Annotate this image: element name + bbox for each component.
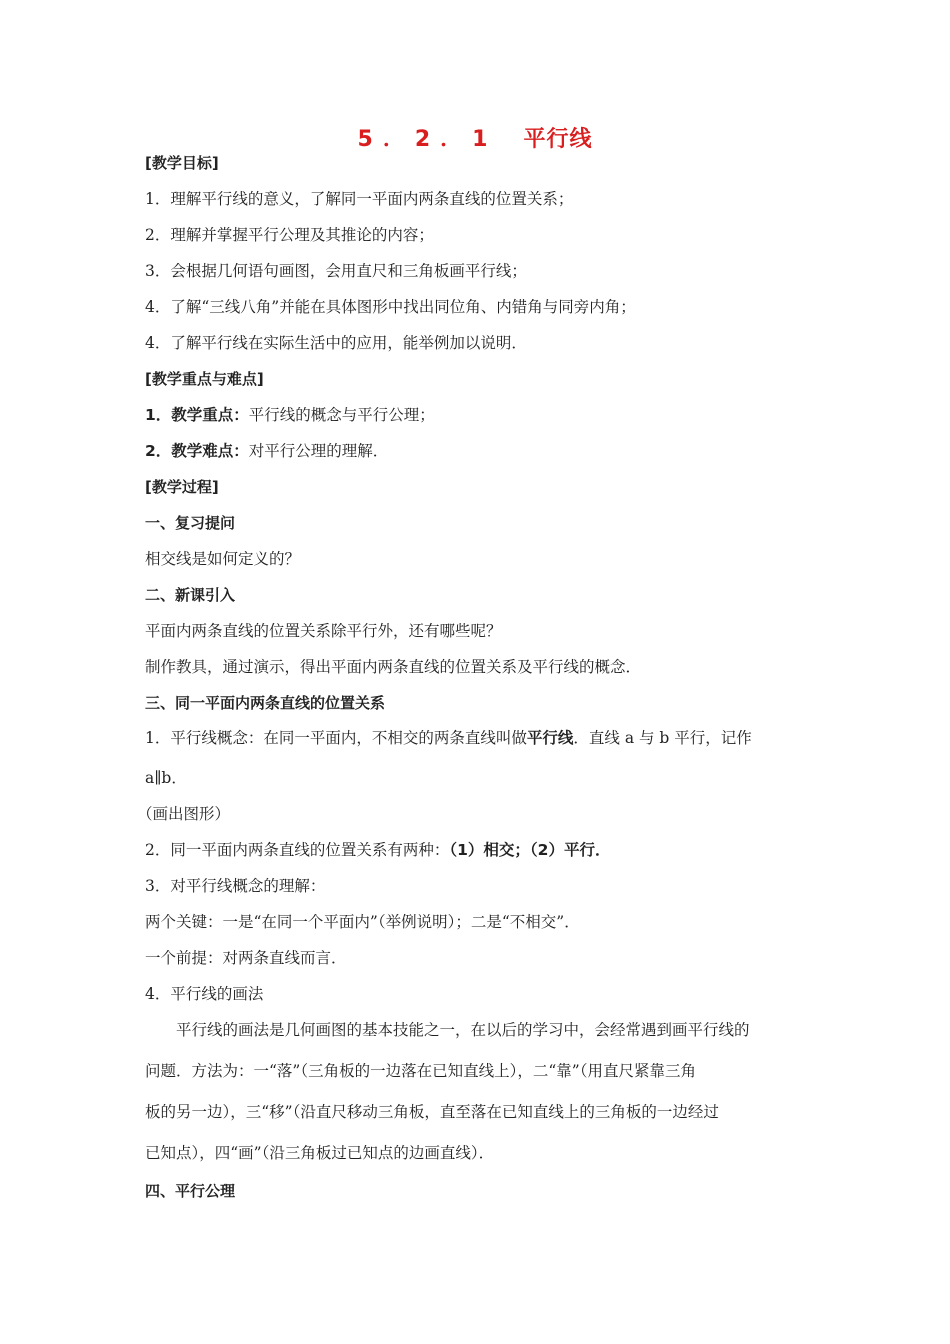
section-positions: 三、同一平面内两条直线的位置关系: [145, 694, 386, 712]
heading-objectives: [教学目标]: [145, 154, 219, 172]
drawing-method-line-4: 已知点），四“画”（沿三角板过已知点的边画直线）．: [145, 1144, 495, 1162]
draw-figure-note: （画出图形）: [137, 805, 231, 823]
objective-5: 4．了解平行线在实际生活中的应用，能举例加以说明．: [145, 334, 527, 352]
objective-2: 2．理解并掌握平行公理及其推论的内容；: [145, 226, 434, 244]
difficult-point-label: 2．教学难点：: [145, 442, 249, 460]
section-parallel-axiom: 四、平行公理: [145, 1182, 236, 1200]
difficult-point: [145, 441, 810, 461]
parallel-notation-text: ．直线 a 与 b 平行，记作: [573, 729, 752, 747]
title-word: 平行线: [523, 127, 593, 152]
one-premise: 一个前提：对两条直线而言．: [145, 949, 347, 967]
section-review: 一、复习提问: [145, 514, 236, 532]
parallel-term: 平行线: [526, 729, 574, 747]
heading-key-points: [教学重点与难点]: [145, 370, 264, 388]
objective-1: 1．理解平行线的意义，了解同一平面内两条直线的位置关系；: [145, 190, 574, 208]
position-relations-text: 2．同一平面内两条直线的位置关系有两种：: [145, 841, 450, 859]
title-number: 5．2．1: [357, 127, 498, 152]
position-relations: [145, 840, 810, 860]
intro-line-2: 制作教具，通过演示，得出平面内两条直线的位置关系及平行线的概念．: [145, 658, 642, 676]
drawing-method-line-3: 板的另一边），三“移”（沿直尺移动三角板，直至落在已知直线上的三角板的一边经过: [145, 1103, 719, 1121]
position-relations-types: （1）相交；（2）平行．: [449, 841, 611, 859]
objective-4: 4．了解“三线八角”并能在具体图形中找出同位角、内错角与同旁内角；: [145, 298, 636, 316]
difficult-point-text: 对平行公理的理解．: [248, 442, 389, 460]
two-keys: 两个关键：一是“在同一个平面内”（举例说明）；二是“不相交”．: [145, 913, 580, 931]
understanding-heading: 3．对平行线概念的理解：: [145, 877, 326, 895]
parallel-concept-text: 1．平行线概念：在同一平面内，不相交的两条直线叫做: [145, 729, 527, 747]
drawing-method-line-1: 平行线的画法是几何画图的基本技能之一，在以后的学习中，会经常遇到画平行线的: [176, 1021, 750, 1039]
page-title: [0, 122, 950, 153]
parallel-notation: a∥b．: [145, 769, 187, 787]
intro-line-1: 平面内两条直线的位置关系除平行外，还有哪些呢？: [145, 622, 502, 640]
key-point: [145, 405, 810, 425]
heading-process: [教学过程]: [145, 478, 219, 496]
objective-3: 3．会根据几何语句画图，会用直尺和三角板画平行线；: [145, 262, 527, 280]
review-question: 相交线是如何定义的？: [145, 550, 301, 568]
key-point-label: 1．教学重点：: [145, 406, 249, 424]
drawing-method-line-2: 问题．方法为：一“落”（三角板的一边落在已知直线上），二“靠”（用直尺紧靠三角: [145, 1062, 696, 1080]
drawing-method-heading: 4．平行线的画法: [145, 985, 264, 1003]
section-intro: 二、新课引入: [145, 586, 236, 604]
parallel-concept: [145, 728, 810, 748]
key-point-text: 平行线的概念与平行公理；: [248, 406, 435, 424]
